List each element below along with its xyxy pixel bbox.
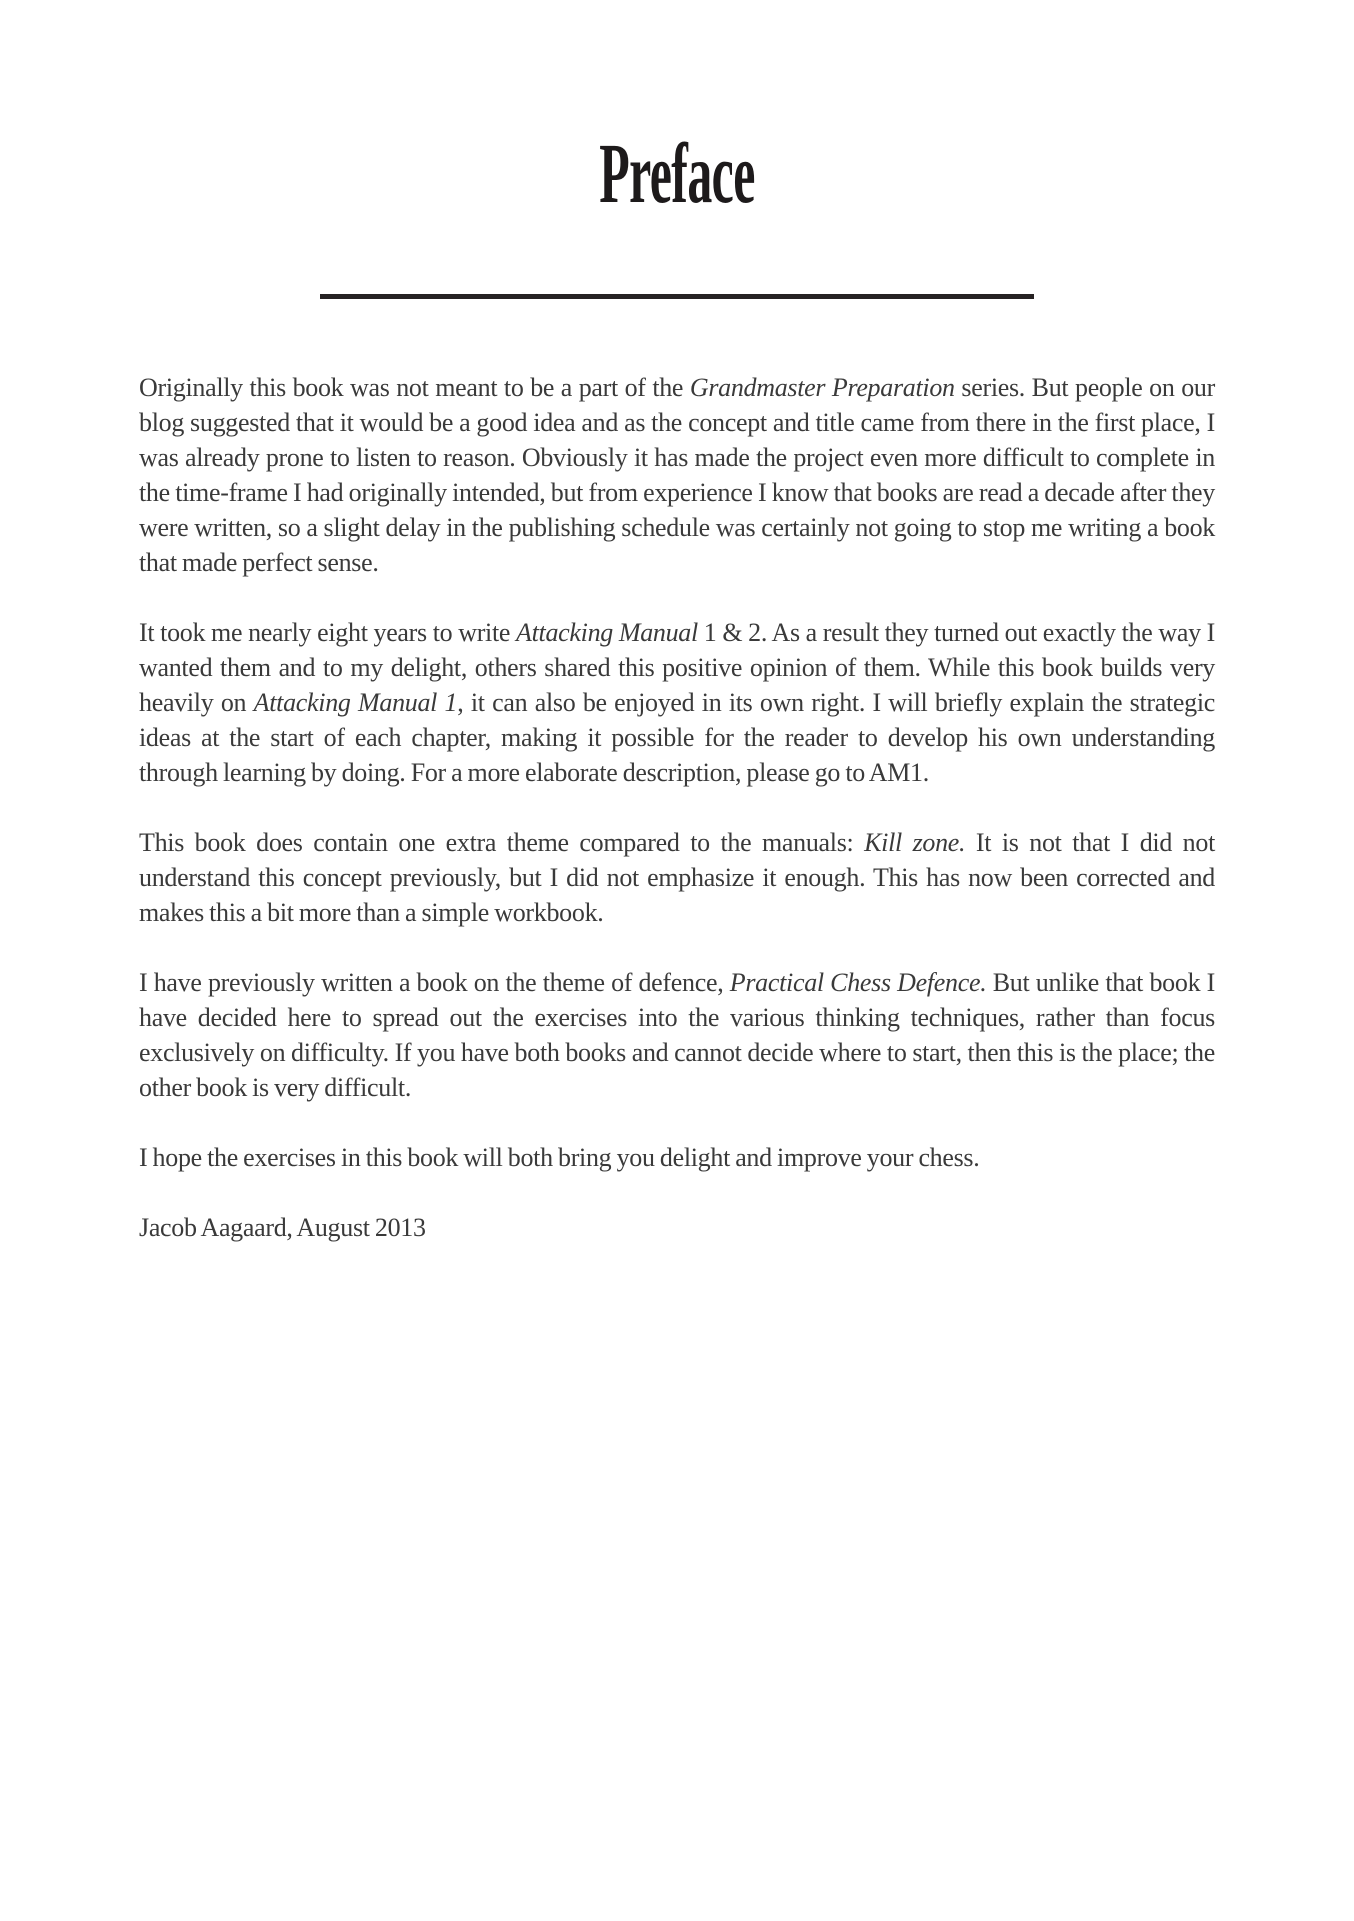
paragraph: It took me nearly eight years to write Attacking Manual 1 & 2. As a result they turned out exactly the way I wanted them and to my delight, others shared this positive opinion of them. While this book builds very heavily on Attacking Manual 1, it can also be enjoyed in its own right. I will briefly explain the strategic ideas at the start of each chapter, making it possible for the reader to develop his own understanding through learning by doing. For a more elaborate description, please go to AM1. — [139, 618, 1215, 787]
paragraph: Originally this book was not meant to be a part of the Grandmaster Preparation series. But people on our blog suggested that it would be a good idea and as the concept and title came from there in the first place, I was already prone to listen to reason. Obviously it has made the project even more difficult to complete in the time-frame I had originally intended, but from experience I know that books are read a decade after they were written, so a slight delay in the publishing schedule was certainly not going to stop me writing a book that made perfect sense. — [139, 373, 1215, 577]
italic-text: Kill zone. — [864, 828, 966, 857]
author-signature: Jacob Aagaard, August 2013 — [139, 1213, 426, 1242]
paragraph: I have previously written a book on the theme of defence, Practical Chess Defence. But unlike that book I have decided here to spread out the exercises into the various thinking techniques, rather than focus exclusively on difficulty. If you have both books and cannot decide where to start, then this is the place; the other book is very difficult. — [139, 968, 1215, 1102]
page-title: Preface — [599, 125, 755, 221]
preface-body — [139, 370, 1215, 1175]
italic-text: Practical Chess Defence. — [729, 968, 987, 997]
text-column — [139, 370, 1215, 1245]
italic-text: Attacking Manual 1 — [253, 688, 458, 717]
italic-text: Grandmaster Preparation — [689, 373, 955, 402]
title-divider — [320, 294, 1034, 299]
paragraph: I hope the exercises in this book will both bring you delight and improve your chess. — [139, 1143, 980, 1172]
paragraph: This book does contain one extra theme compared to the manuals: Kill zone. It is not that I did not understand this concept previously, but I did not emphasize it enough. This has now been corrected and makes this a bit more than a simple workbook. — [139, 828, 1216, 927]
italic-text: Attacking Manual — [516, 618, 698, 647]
